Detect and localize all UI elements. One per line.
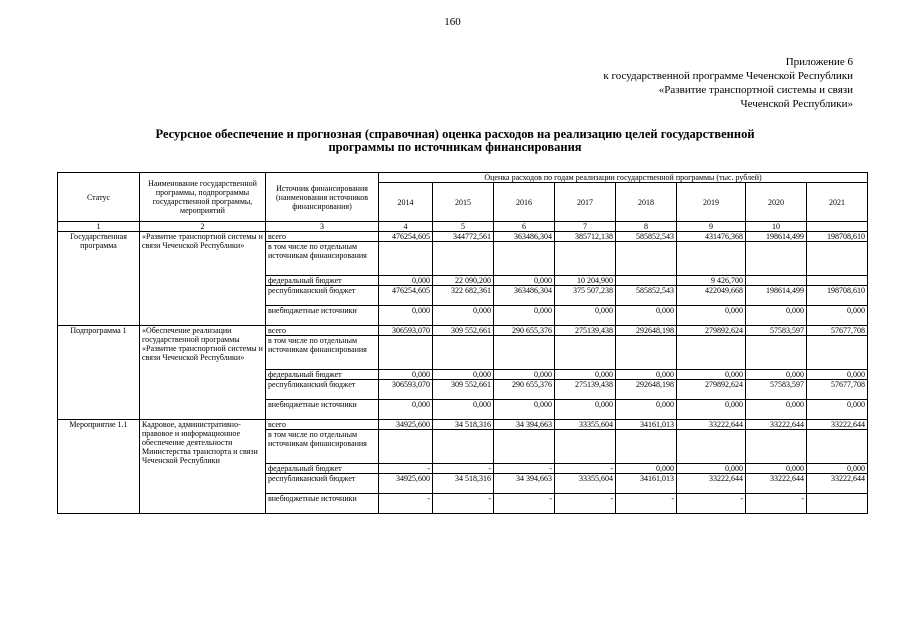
value-cell: 476254,605 xyxy=(379,286,433,306)
value-cell: 33355,604 xyxy=(555,474,616,494)
value-cell: 275139,438 xyxy=(555,326,616,336)
value-cell xyxy=(555,336,616,370)
value-cell: 585852,543 xyxy=(616,232,677,242)
page-number: 160 xyxy=(444,16,461,28)
value-cell: 0,000 xyxy=(379,370,433,380)
value-cell xyxy=(807,336,868,370)
value-cell: 0,000 xyxy=(746,464,807,474)
value-cell xyxy=(807,276,868,286)
value-cell: 198614,499 xyxy=(746,232,807,242)
value-cell: - xyxy=(555,464,616,474)
value-cell: 344772,561 xyxy=(433,232,494,242)
index-row xyxy=(58,222,868,232)
value-cell: 290 655,376 xyxy=(494,326,555,336)
header-name: Наименование государственной программы, подпрограммы государственной программы, мероприятий xyxy=(140,173,266,222)
value-cell xyxy=(807,242,868,276)
value-cell: 57677,708 xyxy=(807,326,868,336)
value-cell xyxy=(746,336,807,370)
value-cell: - xyxy=(616,494,677,514)
value-cell: 34 518,316 xyxy=(433,474,494,494)
value-cell xyxy=(746,276,807,286)
value-cell: 34 394,663 xyxy=(494,420,555,430)
value-cell: 0,000 xyxy=(494,306,555,326)
value-cell: 0,000 xyxy=(807,306,868,326)
value-cell: 431476,368 xyxy=(677,232,746,242)
header-estimate: Оценка расходов по годам реализации государственной программы (тыс. рублей) xyxy=(379,173,868,183)
value-cell: 0,000 xyxy=(494,400,555,420)
value-cell: 33222,644 xyxy=(807,474,868,494)
value-cell: 34161,013 xyxy=(616,420,677,430)
value-cell: 0,000 xyxy=(677,306,746,326)
name-cell: Кадровое, административно-правовое и информационное обеспечение деятельности Министерства транспорта и связи Чеченской Республики xyxy=(140,420,266,514)
value-cell: - xyxy=(555,494,616,514)
value-cell: 0,000 xyxy=(616,370,677,380)
value-cell xyxy=(379,242,433,276)
value-cell: 34 394,663 xyxy=(494,474,555,494)
value-cell xyxy=(677,430,746,464)
source-cell: республиканский бюджет xyxy=(266,286,379,306)
header-year: 2021 xyxy=(807,183,868,222)
header-year: 2019 xyxy=(677,183,746,222)
source-cell: внебюджетные источники xyxy=(266,400,379,420)
value-cell: 0,000 xyxy=(677,464,746,474)
value-cell xyxy=(433,430,494,464)
title-line: программы по источникам финансирования xyxy=(328,140,582,154)
value-cell: 57583,597 xyxy=(746,326,807,336)
value-cell: - xyxy=(379,464,433,474)
value-cell: 0,000 xyxy=(494,276,555,286)
value-cell: 292648,198 xyxy=(616,326,677,336)
value-cell: 0,000 xyxy=(379,276,433,286)
value-cell xyxy=(677,336,746,370)
source-cell: федеральный бюджет xyxy=(266,464,379,474)
value-cell: 279892,624 xyxy=(677,380,746,400)
value-cell: 306593,070 xyxy=(379,380,433,400)
value-cell: 0,000 xyxy=(616,464,677,474)
name-cell: «Обеспечение реализации государственной программы «Развитие транспортной системы и связи Чеченской Республики» xyxy=(140,326,266,420)
status-cell: Подпрограмма 1 xyxy=(58,326,140,420)
value-cell xyxy=(379,336,433,370)
source-cell: в том числе по отдельным источникам финансирования xyxy=(266,242,379,276)
value-cell: 0,000 xyxy=(677,400,746,420)
value-cell: 476254,605 xyxy=(379,232,433,242)
index-cell: 4 xyxy=(379,222,433,232)
value-cell xyxy=(616,276,677,286)
value-cell: - xyxy=(433,494,494,514)
index-cell: 3 xyxy=(266,222,379,232)
value-cell: - xyxy=(746,494,807,514)
table-body xyxy=(58,232,868,514)
index-cell: 9 xyxy=(677,222,746,232)
value-cell: 0,000 xyxy=(433,400,494,420)
index-cell: 10 xyxy=(746,222,807,232)
value-cell: 33355,604 xyxy=(555,420,616,430)
header-status: Статус xyxy=(58,173,140,222)
value-cell: 198708,610 xyxy=(807,232,868,242)
index-cell xyxy=(807,222,868,232)
value-cell xyxy=(807,430,868,464)
value-cell: 33222,644 xyxy=(746,420,807,430)
value-cell: 309 552,661 xyxy=(433,380,494,400)
table-row xyxy=(58,326,868,336)
value-cell: 0,000 xyxy=(677,370,746,380)
appendix-line: к государственной программе Чеченской Республики xyxy=(603,70,853,82)
index-cell: 8 xyxy=(616,222,677,232)
value-cell: 34925,600 xyxy=(379,474,433,494)
status-cell: Государственная программа xyxy=(58,232,140,326)
value-cell: 9 426,700 xyxy=(677,276,746,286)
appendix-note xyxy=(603,55,853,111)
value-cell xyxy=(555,430,616,464)
source-cell: внебюджетные источники xyxy=(266,494,379,514)
value-cell: 309 552,661 xyxy=(433,326,494,336)
value-cell: 279892,624 xyxy=(677,326,746,336)
value-cell: 0,000 xyxy=(616,400,677,420)
value-cell: 0,000 xyxy=(746,400,807,420)
document-title xyxy=(60,128,850,154)
value-cell: 33222,644 xyxy=(807,420,868,430)
value-cell: 0,000 xyxy=(807,370,868,380)
value-cell xyxy=(433,242,494,276)
value-cell: 0,000 xyxy=(555,400,616,420)
status-cell: Мероприятие 1.1 xyxy=(58,420,140,514)
value-cell: 0,000 xyxy=(746,306,807,326)
value-cell: - xyxy=(494,494,555,514)
header-year: 2016 xyxy=(494,183,555,222)
title-line: Ресурсное обеспечение и прогнозная (справочная) оценка расходов на реализацию целей государственной xyxy=(155,127,755,141)
value-cell: 363486,304 xyxy=(494,232,555,242)
index-cell: 2 xyxy=(140,222,266,232)
header-source: Источник финансирования (наименования источников финансирования) xyxy=(266,173,379,222)
value-cell: 22 090,200 xyxy=(433,276,494,286)
source-cell: всего xyxy=(266,420,379,430)
value-cell: 0,000 xyxy=(746,370,807,380)
value-cell: 0,000 xyxy=(616,306,677,326)
header-year: 2017 xyxy=(555,183,616,222)
value-cell: 57677,708 xyxy=(807,380,868,400)
name-cell: «Развитие транспортной системы и связи Чеченской Республики» xyxy=(140,232,266,326)
index-cell: 7 xyxy=(555,222,616,232)
value-cell: - xyxy=(433,464,494,474)
source-cell: республиканский бюджет xyxy=(266,380,379,400)
index-cell: 1 xyxy=(58,222,140,232)
table-row xyxy=(58,232,868,242)
value-cell: 198708,610 xyxy=(807,286,868,306)
value-cell: 33222,644 xyxy=(746,474,807,494)
source-cell: всего xyxy=(266,232,379,242)
value-cell xyxy=(746,430,807,464)
source-cell: федеральный бюджет xyxy=(266,276,379,286)
value-cell: - xyxy=(677,494,746,514)
value-cell xyxy=(616,242,677,276)
value-cell: 0,000 xyxy=(555,306,616,326)
index-cell: 5 xyxy=(433,222,494,232)
value-cell: 292648,198 xyxy=(616,380,677,400)
value-cell xyxy=(494,242,555,276)
value-cell: 363486,304 xyxy=(494,286,555,306)
value-cell xyxy=(616,430,677,464)
value-cell: - xyxy=(494,464,555,474)
source-cell: федеральный бюджет xyxy=(266,370,379,380)
value-cell xyxy=(555,242,616,276)
source-cell: внебюджетные источники xyxy=(266,306,379,326)
value-cell: 306593,070 xyxy=(379,326,433,336)
value-cell: 0,000 xyxy=(379,306,433,326)
value-cell xyxy=(807,494,868,514)
value-cell: 290 655,376 xyxy=(494,380,555,400)
source-cell: всего xyxy=(266,326,379,336)
value-cell: 10 204,900 xyxy=(555,276,616,286)
value-cell: 0,000 xyxy=(433,370,494,380)
header-year: 2015 xyxy=(433,183,494,222)
value-cell xyxy=(494,430,555,464)
value-cell: 0,000 xyxy=(555,370,616,380)
header-year: 2020 xyxy=(746,183,807,222)
value-cell: 33222,644 xyxy=(677,474,746,494)
value-cell xyxy=(677,242,746,276)
value-cell: 322 682,361 xyxy=(433,286,494,306)
header-year: 2014 xyxy=(379,183,433,222)
value-cell: - xyxy=(379,494,433,514)
value-cell: 275139,438 xyxy=(555,380,616,400)
index-cell: 6 xyxy=(494,222,555,232)
value-cell: 0,000 xyxy=(494,370,555,380)
value-cell: 375 507,238 xyxy=(555,286,616,306)
value-cell xyxy=(746,242,807,276)
appendix-line: «Развитие транспортной системы и связи xyxy=(658,84,853,96)
source-cell: республиканский бюджет xyxy=(266,474,379,494)
value-cell xyxy=(494,336,555,370)
value-cell: 585852,543 xyxy=(616,286,677,306)
value-cell: 0,000 xyxy=(379,400,433,420)
value-cell: 34161,013 xyxy=(616,474,677,494)
value-cell xyxy=(616,336,677,370)
source-cell: в том числе по отдельным источникам финансирования xyxy=(266,336,379,370)
value-cell: 0,000 xyxy=(807,464,868,474)
value-cell xyxy=(379,430,433,464)
source-cell: в том числе по отдельным источникам финансирования xyxy=(266,430,379,464)
resource-table xyxy=(57,172,868,514)
value-cell: 0,000 xyxy=(807,400,868,420)
value-cell: 385712,138 xyxy=(555,232,616,242)
value-cell: 422049,668 xyxy=(677,286,746,306)
value-cell: 34925,600 xyxy=(379,420,433,430)
value-cell: 33222,644 xyxy=(677,420,746,430)
table-row xyxy=(58,420,868,430)
value-cell: 34 518,316 xyxy=(433,420,494,430)
value-cell xyxy=(433,336,494,370)
appendix-line: Чеченской Республики» xyxy=(740,98,853,110)
value-cell: 198614,499 xyxy=(746,286,807,306)
header-year: 2018 xyxy=(616,183,677,222)
value-cell: 0,000 xyxy=(433,306,494,326)
value-cell: 57583,597 xyxy=(746,380,807,400)
appendix-line: Приложение 6 xyxy=(785,56,853,68)
